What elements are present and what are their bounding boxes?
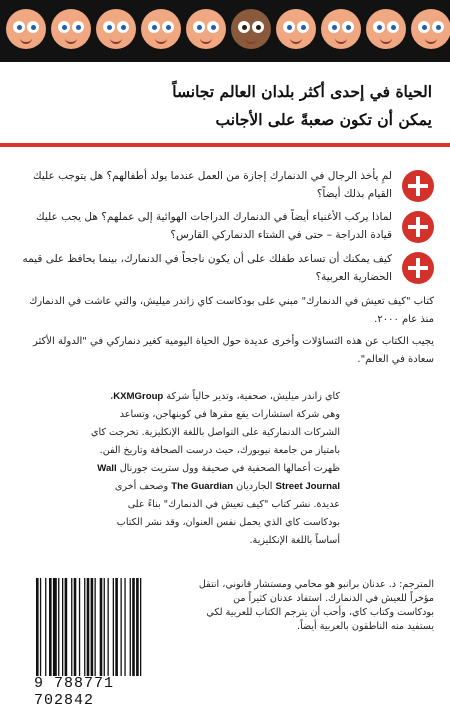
face-icon bbox=[411, 9, 450, 49]
face-icon bbox=[231, 9, 271, 49]
title-line-1: الحياة في إحدى أكثر بلدان العالم تجانساً bbox=[172, 82, 432, 101]
face-icon bbox=[141, 9, 181, 49]
isbn-number: 9 788771 702842 bbox=[34, 675, 115, 709]
faces-row bbox=[6, 9, 450, 49]
intro-paragraph: كتاب "كيف تعيش في الدنمارك" مبني على بودكاست كاي زاندر ميليش، والتي عاشت في الدنمارك منذ عام ٢٠٠٠. bbox=[29, 296, 434, 325]
question-1: لمِ يأخذ الرجال في الدنمارك إجازة من العمل عندما يولد أطفالهم؟ هل يتوجب عليك القيام بذلك أيضاً؟ bbox=[32, 170, 392, 200]
face-icon bbox=[321, 9, 361, 49]
answers-paragraph: يجيب الكتاب عن هذه التساؤلات وأخرى عديدة حول الحياة اليومية كغير دنماركي في "الدولة الأكثر سعادة في العالم". bbox=[33, 336, 434, 365]
isbn-barcode bbox=[26, 572, 184, 709]
danish-flag-icon bbox=[402, 252, 434, 284]
title-line-2: يمكن أن تكون صعبةً على الأجانب bbox=[215, 110, 432, 129]
face-icon bbox=[276, 9, 316, 49]
face-icon bbox=[366, 9, 406, 49]
face-icon bbox=[6, 9, 46, 49]
face-icon bbox=[96, 9, 136, 49]
bio-text-1: كاي زاندر ميليش، صحفية، وتدير حالياً شركة bbox=[166, 391, 340, 402]
wsj-name: Wall Street Journal bbox=[97, 463, 340, 492]
face-icon bbox=[186, 9, 226, 49]
question-2: لماذا يركب الأغنياء أيضاً في الدنمارك الدراجات الهوائية إلى عملهم؟ هل يجب عليك قيادة الدراجة – حتى في الشتاء الدنماركي القارس؟ bbox=[35, 211, 392, 241]
author-bio bbox=[90, 388, 340, 550]
faces-banner bbox=[0, 0, 450, 62]
bio-text-3: الجارديان bbox=[236, 481, 273, 492]
barcode-bars bbox=[36, 578, 176, 676]
bio-text-2: ، وهي شركة استشارات يقع مقرها في كوبنهاجن، وتساعد الشركات الدنماركية على التواصل باللغة الإنكليزية. تخرجت كاي بامتياز من جامعة نيويورك، حيث درست الصحافة وتاريخ الفن. ظهرت أعمالها الصحفية في صحيفة وول ستريت جورنال bbox=[90, 391, 340, 474]
bio-text-4: وصحف أخرى عديدة. نشر كتاب "كيف تعيش في الدنمارك" بناءً على بودكاست كاي الذي يحمل نفس العنوان، وقد نشر الكتاب أساساً باللغة الإنكليزية. bbox=[114, 481, 340, 546]
company-name: KXMGroup bbox=[113, 391, 164, 402]
danish-flag-icon bbox=[402, 211, 434, 243]
question-3: كيف يمكنك أن تساعد طفلك على أن يكون ناجحاً في الدنمارك، بينما يحافظ على قيمه الحضارية العربية؟ bbox=[22, 253, 392, 283]
danish-flag-icon bbox=[402, 170, 434, 202]
red-divider bbox=[0, 143, 450, 147]
guardian-name: The Guardian bbox=[171, 481, 234, 492]
cover-title bbox=[12, 78, 432, 134]
translator-note: المترجم: د. عدنان برانبو هو محامي ومستشار قانوني، انتقل مؤخراً للعيش في الدنمارك. استفاد عدنان كثيراً من بودكاست وكتاب كاي، وأحب أن يترجم الكتاب للعربية لكي يستفيد منه الناطقون بالعربية أيضاً. bbox=[198, 579, 434, 632]
face-icon bbox=[51, 9, 91, 49]
